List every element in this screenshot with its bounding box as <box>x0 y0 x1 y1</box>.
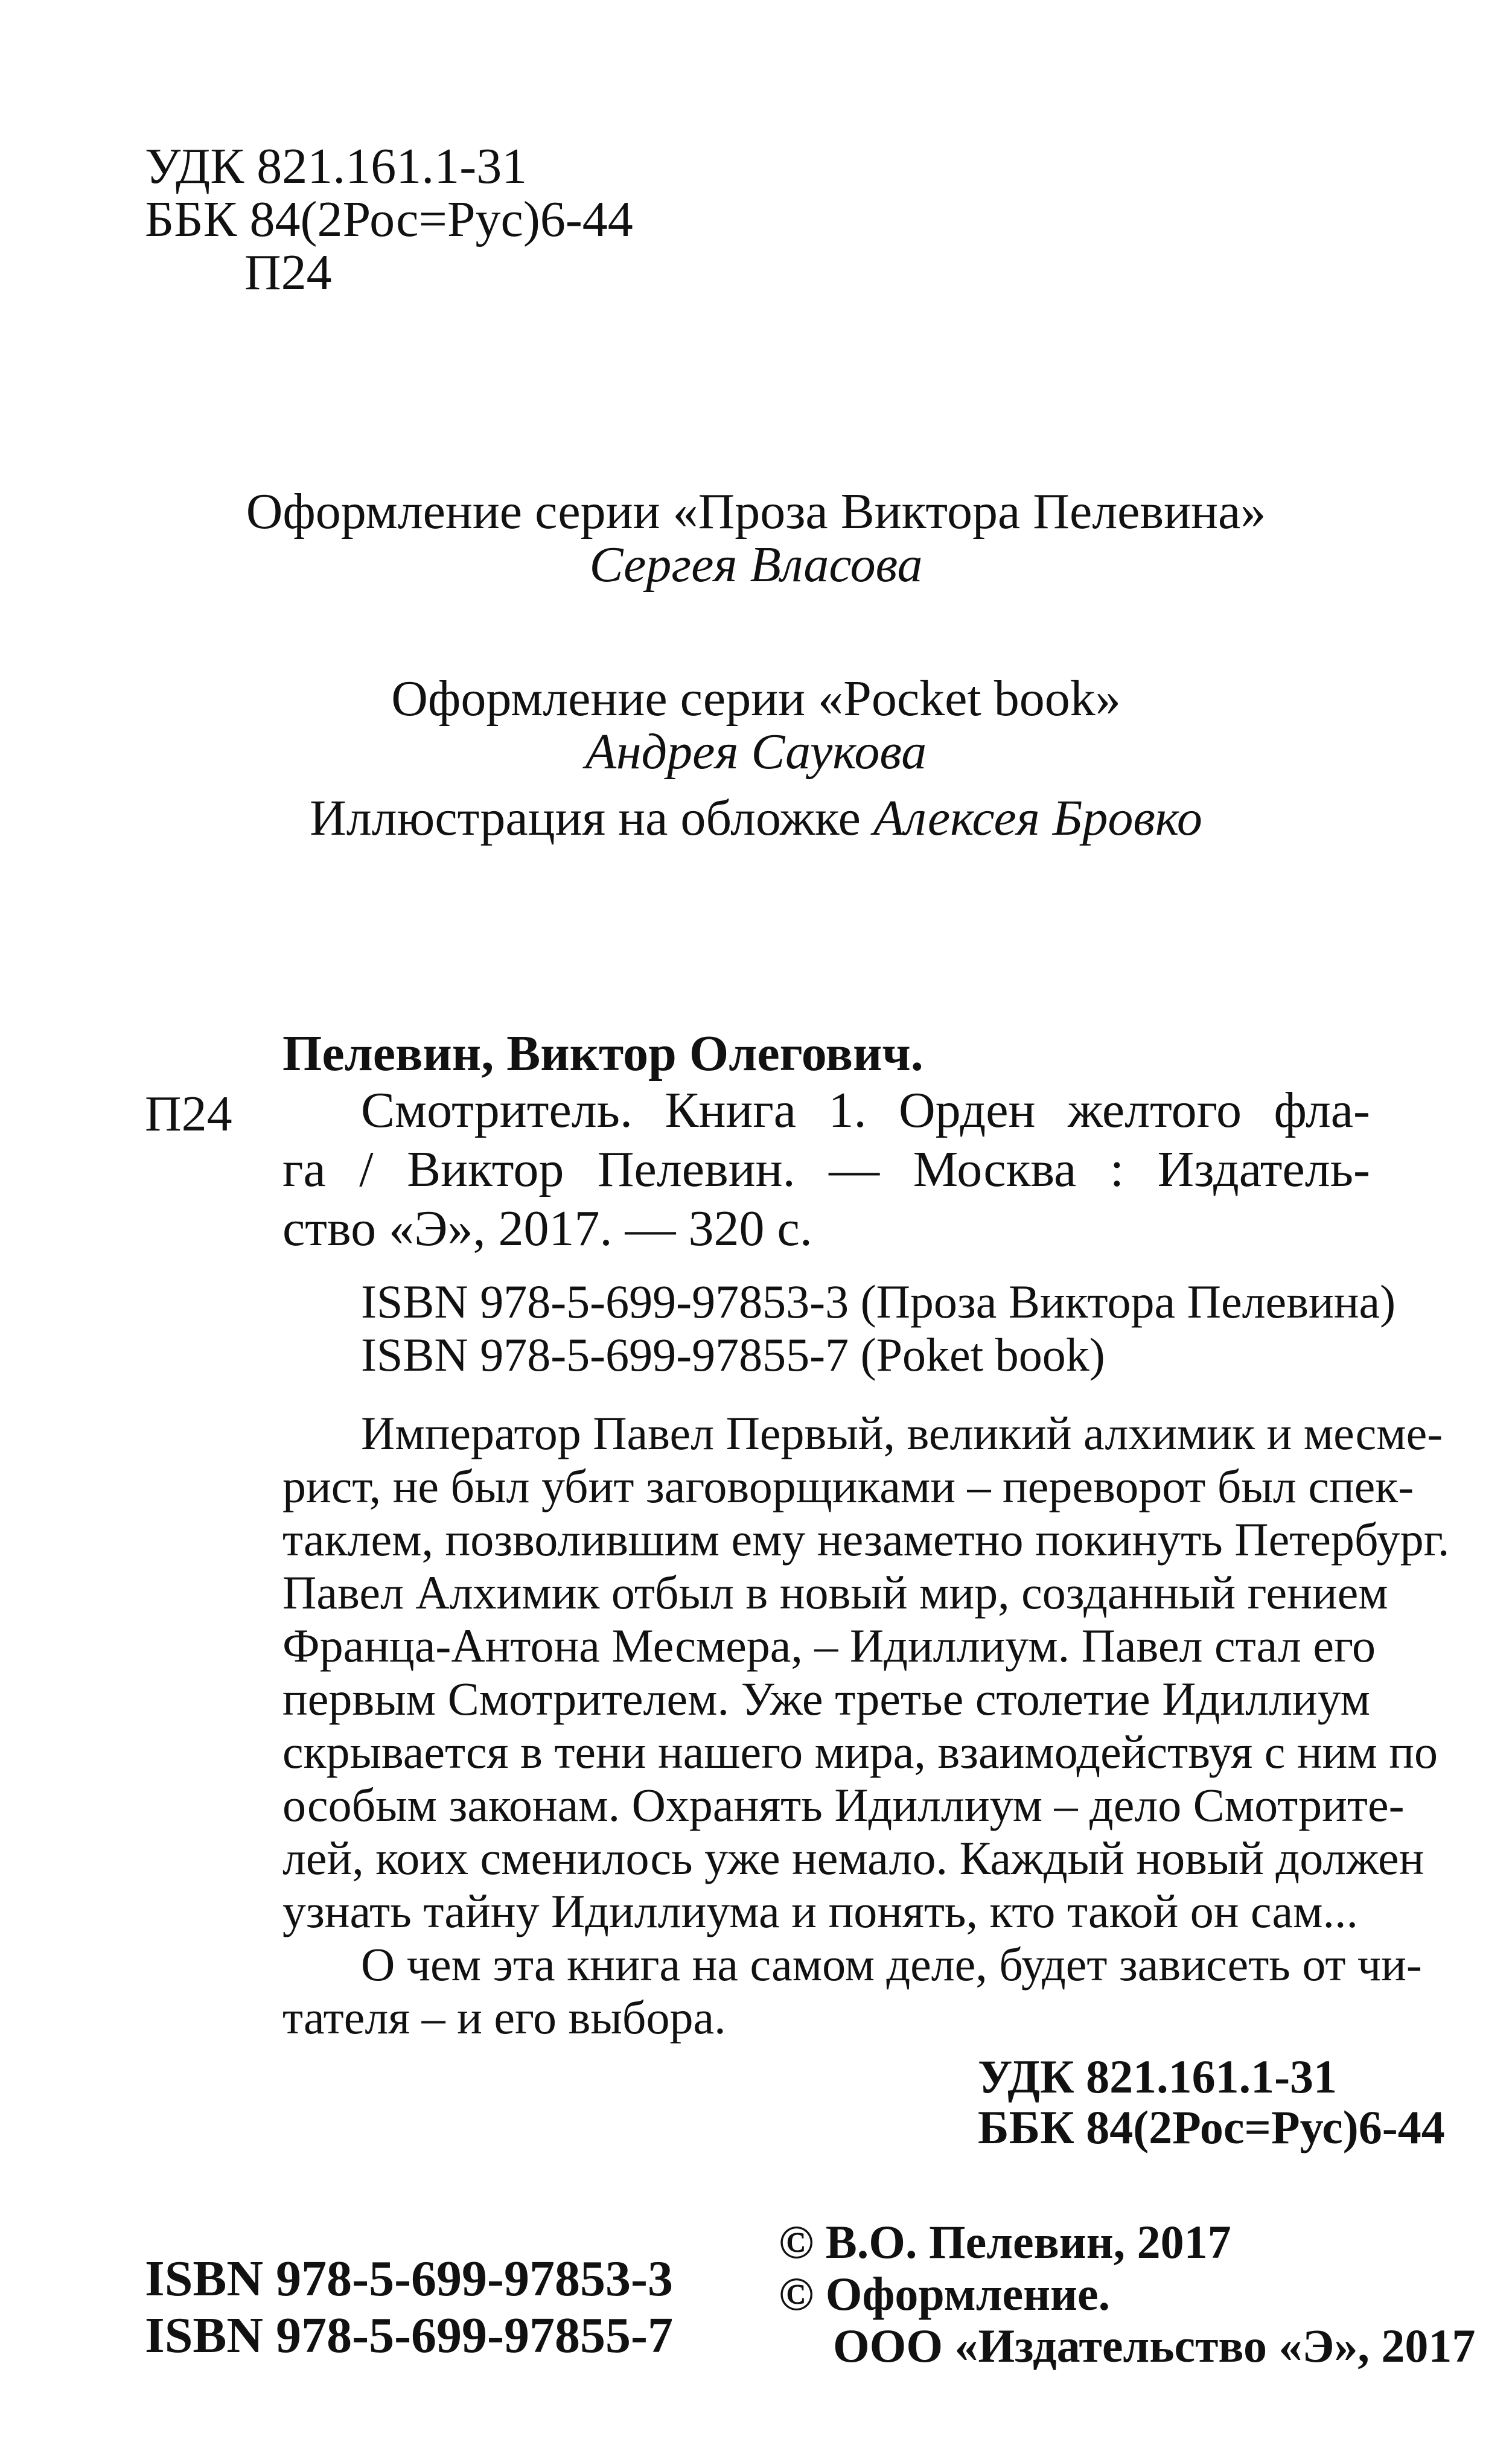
bottom-bbk-code: ББК 84(2Рос=Рус)6-44 <box>978 2101 1445 2153</box>
record-isbn-1: ISBN 978-5-699-97853-3 (Проза Виктора Пелевина) <box>361 1275 1396 1328</box>
record-title-line-1: Смотритель. Книга 1. Орден желтого фла- <box>361 1082 1370 1138</box>
record-code: П24 <box>145 1086 232 1142</box>
annotation-line-2: рист, не был убит заговорщиками – переворот был спек- <box>282 1460 1414 1513</box>
illustration-credit <box>0 789 1512 848</box>
annotation-line-1: Император Павел Первый, великий алхимик и месме- <box>361 1407 1443 1459</box>
series2-label: Оформление серии «Pocket book» <box>391 671 1121 727</box>
annotation-line-8: особым законам. Охранять Идиллиум – дело Смотрите- <box>282 1779 1405 1831</box>
annotation-p2-line-2: тателя – и его выбора. <box>282 1991 726 2044</box>
copyright-publisher: ООО «Издательство «Э», 2017 <box>833 2319 1476 2372</box>
bbk-code: ББК 84(2Рос=Рус)6-44 <box>145 191 633 247</box>
annotation-p2-line-1: О чем эта книга на самом деле, будет зависеть от чи- <box>361 1938 1422 1991</box>
bottom-udk-code: УДК 821.161.1-31 <box>978 2050 1338 2103</box>
illustration-artist: Алексея Бровко <box>873 790 1202 846</box>
annotation-line-9: лей, коих сменилось уже немало. Каждый новый должен <box>282 1832 1424 1884</box>
record-title-line-2: га / Виктор Пелевин. — Москва : Издатель- <box>282 1141 1370 1197</box>
annotation-line-5: Франца-Антона Месмера, – Идиллиум. Павел стал его <box>282 1619 1376 1672</box>
record-author: Пелевин, Виктор Олегович. <box>282 1025 923 1082</box>
author-mark: П24 <box>244 244 332 301</box>
annotation-line-3: таклем, позволившим ему незаметно покинуть Петербург. <box>282 1513 1450 1566</box>
annotation-line-7: скрывается в тени нашего мира, взаимодействуя с ним по <box>282 1726 1438 1778</box>
copyright-design: © Оформление. <box>779 2268 1111 2320</box>
annotation-line-10: узнать тайну Идиллиума и понять, кто такой он сам... <box>282 1885 1359 1937</box>
record-title-line-3: ство «Э», 2017. — 320 с. <box>282 1200 812 1257</box>
footer-isbn-1: ISBN 978-5-699-97853-3 <box>145 2251 673 2307</box>
series1-label: Оформление серии «Проза Виктора Пелевина» <box>246 483 1266 540</box>
annotation-line-6: первым Смотрителем. Уже третье столетие Идиллиум <box>282 1672 1370 1725</box>
annotation-line-4: Павел Алхимик отбыл в новый мир, созданный гением <box>282 1566 1388 1619</box>
record-isbn-2: ISBN 978-5-699-97855-7 (Poket book) <box>361 1328 1105 1381</box>
illustration-label: Иллюстрация на обложке <box>310 790 861 846</box>
udk-code: УДК 821.161.1-31 <box>145 138 528 194</box>
series1-designer: Сергея Власова <box>589 537 923 593</box>
footer-isbn-2: ISBN 978-5-699-97855-7 <box>145 2307 673 2364</box>
series2-designer: Андрея Саукова <box>585 724 927 780</box>
copyright-author: © В.О. Пелевин, 2017 <box>779 2216 1231 2268</box>
